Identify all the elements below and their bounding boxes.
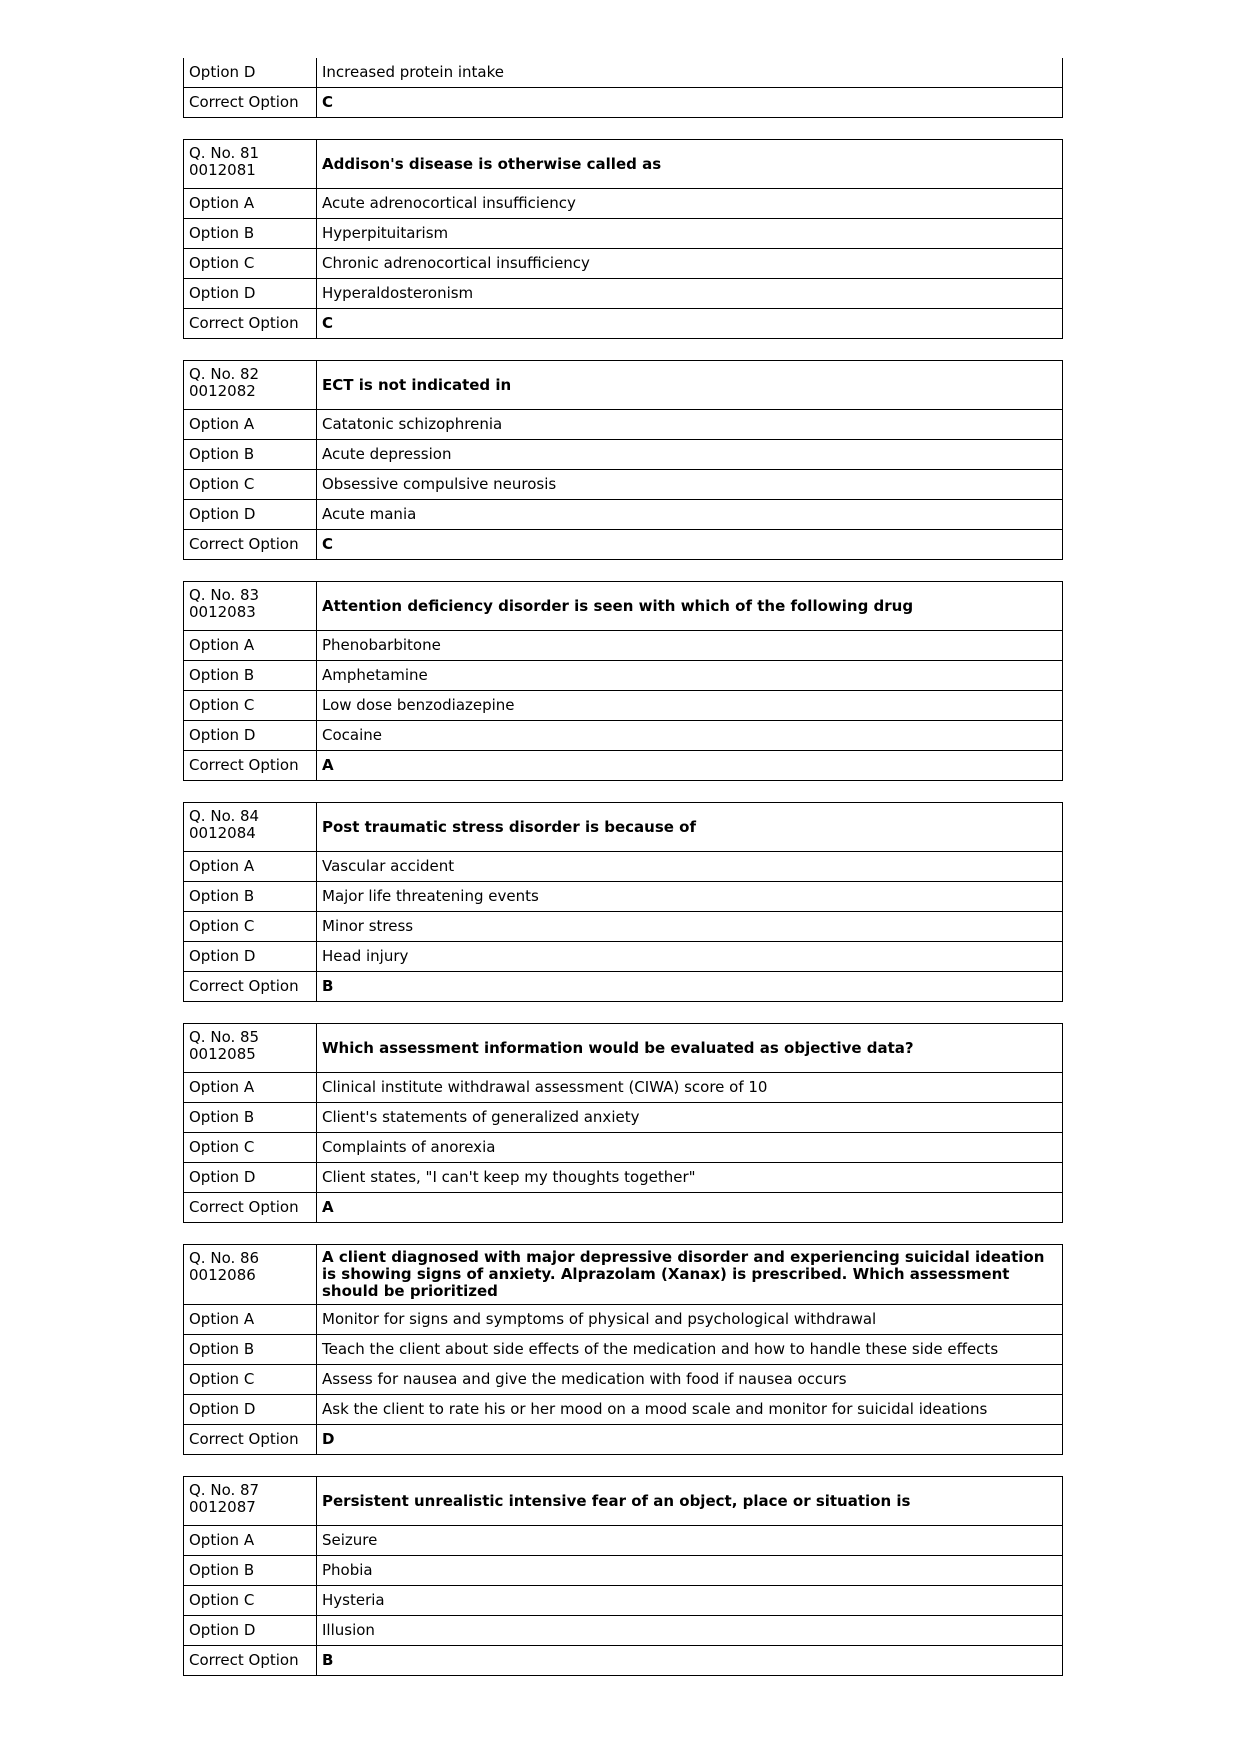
question-code: 0012083 [189, 603, 256, 621]
question-code: 0012086 [189, 1266, 256, 1284]
option-label: Option D [184, 279, 317, 309]
option-label: Option D [184, 58, 317, 88]
option-row-d [184, 721, 1063, 751]
correct-option-row [184, 972, 1063, 1002]
option-label: Option C [184, 1365, 317, 1395]
option-row-a [184, 189, 1063, 219]
correct-option-label: Correct Option [184, 1425, 317, 1455]
option-label: Option A [184, 410, 317, 440]
option-text: Illusion [317, 1616, 1063, 1646]
option-row-c [184, 470, 1063, 500]
correct-option-value: B [317, 972, 1063, 1002]
question-number-text: Q. No. 84 [189, 807, 260, 825]
option-label: Option A [184, 1073, 317, 1103]
correct-option-value: C [317, 309, 1063, 339]
option-text: Chronic adrenocortical insufficiency [317, 249, 1063, 279]
option-label: Option D [184, 500, 317, 530]
option-text: Hyperaldosteronism [317, 279, 1063, 309]
option-label: Option C [184, 691, 317, 721]
option-row-a [184, 852, 1063, 882]
option-row-b [184, 1335, 1063, 1365]
option-row-a [184, 410, 1063, 440]
question-number [184, 803, 317, 852]
option-label: Option B [184, 219, 317, 249]
question-number [184, 140, 317, 189]
question-number [184, 1024, 317, 1073]
option-text: Phobia [317, 1556, 1063, 1586]
option-row-c [184, 912, 1063, 942]
option-row-b [184, 1556, 1063, 1586]
question-table [183, 139, 1063, 339]
option-label: Option C [184, 912, 317, 942]
option-label: Option C [184, 470, 317, 500]
question-header-row [184, 1477, 1063, 1526]
question-header-row [184, 361, 1063, 410]
correct-option-value: D [317, 1425, 1063, 1455]
question-header-row [184, 582, 1063, 631]
question-code: 0012085 [189, 1045, 256, 1063]
question-number [184, 361, 317, 410]
question-number [184, 1245, 317, 1305]
option-text: Client's statements of generalized anxiety [317, 1103, 1063, 1133]
option-text: Head injury [317, 942, 1063, 972]
correct-option-value: A [317, 1193, 1063, 1223]
option-label: Option D [184, 942, 317, 972]
correct-option-row [184, 1425, 1063, 1455]
option-label: Option C [184, 1586, 317, 1616]
option-text: Acute mania [317, 500, 1063, 530]
option-row-d [184, 1395, 1063, 1425]
correct-option-value: A [317, 751, 1063, 781]
option-row-d [184, 942, 1063, 972]
option-text: Low dose benzodiazepine [317, 691, 1063, 721]
question-code: 0012081 [189, 161, 256, 179]
option-row-b [184, 882, 1063, 912]
option-text: Amphetamine [317, 661, 1063, 691]
question-sheet [183, 58, 1063, 1697]
question-header-row [184, 1245, 1063, 1305]
question-table [183, 802, 1063, 1002]
question-number-text: Q. No. 86 [189, 1249, 260, 1267]
correct-option-row [184, 309, 1063, 339]
question-table [183, 360, 1063, 560]
option-row-d [184, 500, 1063, 530]
question-table-partial [183, 58, 1063, 118]
option-text: Teach the client about side effects of the medication and how to handle these side effects [317, 1335, 1063, 1365]
option-row-b [184, 440, 1063, 470]
option-label: Option B [184, 1556, 317, 1586]
option-label: Option C [184, 1133, 317, 1163]
option-row-b [184, 1103, 1063, 1133]
option-text: Obsessive compulsive neurosis [317, 470, 1063, 500]
question-table [183, 1244, 1063, 1455]
option-text: Ask the client to rate his or her mood on a mood scale and monitor for suicidal ideations [317, 1395, 1063, 1425]
question-number-text: Q. No. 85 [189, 1028, 260, 1046]
question-number-text: Q. No. 82 [189, 365, 260, 383]
question-table [183, 581, 1063, 781]
question-code: 0012084 [189, 824, 256, 842]
option-text: Major life threatening events [317, 882, 1063, 912]
question-number [184, 1477, 317, 1526]
question-text: Which assessment information would be evaluated as objective data? [317, 1024, 1063, 1073]
question-code: 0012087 [189, 1498, 256, 1516]
option-row-b [184, 661, 1063, 691]
question-number-text: Q. No. 83 [189, 586, 260, 604]
option-text: Monitor for signs and symptoms of physical and psychological withdrawal [317, 1305, 1063, 1335]
option-label: Option B [184, 440, 317, 470]
correct-option-label: Correct Option [184, 1646, 317, 1676]
correct-option-row [184, 1646, 1063, 1676]
option-label: Option A [184, 1305, 317, 1335]
option-label: Option A [184, 1526, 317, 1556]
option-label: Option D [184, 1395, 317, 1425]
question-text: Post traumatic stress disorder is because of [317, 803, 1063, 852]
option-label: Option B [184, 1335, 317, 1365]
option-label: Option D [184, 1616, 317, 1646]
question-text: A client diagnosed with major depressive disorder and experiencing suicidal ideation is showing signs of anxiety. Alprazolam (Xanax) is prescribed. Which assessment should be prioritized [317, 1245, 1063, 1305]
option-text: Clinical institute withdrawal assessment (CIWA) score of 10 [317, 1073, 1063, 1103]
option-text: Increased protein intake [317, 58, 1063, 88]
option-row-a [184, 631, 1063, 661]
option-text: Catatonic schizophrenia [317, 410, 1063, 440]
option-row-c [184, 691, 1063, 721]
option-label: Option A [184, 189, 317, 219]
option-row-a [184, 1526, 1063, 1556]
option-label: Option A [184, 852, 317, 882]
option-label: Option D [184, 721, 317, 751]
correct-option-row [184, 1193, 1063, 1223]
option-row-c [184, 249, 1063, 279]
option-row-d [184, 279, 1063, 309]
question-text: Addison's disease is otherwise called as [317, 140, 1063, 189]
option-text: Cocaine [317, 721, 1063, 751]
option-text: Minor stress [317, 912, 1063, 942]
option-label: Option C [184, 249, 317, 279]
question-text: ECT is not indicated in [317, 361, 1063, 410]
question-table [183, 1476, 1063, 1676]
correct-option-label: Correct Option [184, 530, 317, 560]
question-number-text: Q. No. 81 [189, 144, 260, 162]
option-text: Client states, "I can't keep my thoughts together" [317, 1163, 1063, 1193]
option-text: Vascular accident [317, 852, 1063, 882]
option-row-b [184, 219, 1063, 249]
correct-option-value: C [317, 88, 1063, 118]
option-row-c [184, 1365, 1063, 1395]
option-row-a [184, 1305, 1063, 1335]
correct-option-row [184, 530, 1063, 560]
option-text: Acute depression [317, 440, 1063, 470]
option-text: Hyperpituitarism [317, 219, 1063, 249]
question-text: Persistent unrealistic intensive fear of an object, place or situation is [317, 1477, 1063, 1526]
correct-option-value: C [317, 530, 1063, 560]
option-text: Complaints of anorexia [317, 1133, 1063, 1163]
option-text: Hysteria [317, 1586, 1063, 1616]
option-label: Option D [184, 1163, 317, 1193]
option-row-c [184, 1133, 1063, 1163]
correct-option-label: Correct Option [184, 751, 317, 781]
correct-option-label: Correct Option [184, 1193, 317, 1223]
option-text: Seizure [317, 1526, 1063, 1556]
option-text: Assess for nausea and give the medication with food if nausea occurs [317, 1365, 1063, 1395]
option-row-d [184, 1616, 1063, 1646]
correct-option-label: Correct Option [184, 309, 317, 339]
question-code: 0012082 [189, 382, 256, 400]
option-label: Option B [184, 1103, 317, 1133]
correct-option-label: Correct Option [184, 972, 317, 1002]
question-text: Attention deficiency disorder is seen with which of the following drug [317, 582, 1063, 631]
question-header-row [184, 803, 1063, 852]
option-label: Option A [184, 631, 317, 661]
option-label: Option B [184, 661, 317, 691]
question-number-text: Q. No. 87 [189, 1481, 260, 1499]
question-table [183, 1023, 1063, 1223]
question-number [184, 582, 317, 631]
correct-option-row [184, 88, 1063, 118]
question-header-row [184, 1024, 1063, 1073]
option-text: Phenobarbitone [317, 631, 1063, 661]
option-label: Option B [184, 882, 317, 912]
question-header-row [184, 140, 1063, 189]
option-text: Acute adrenocortical insufficiency [317, 189, 1063, 219]
option-row-d [184, 58, 1063, 88]
correct-option-value: B [317, 1646, 1063, 1676]
option-row-d [184, 1163, 1063, 1193]
option-row-c [184, 1586, 1063, 1616]
option-row-a [184, 1073, 1063, 1103]
correct-option-row [184, 751, 1063, 781]
correct-option-label: Correct Option [184, 88, 317, 118]
